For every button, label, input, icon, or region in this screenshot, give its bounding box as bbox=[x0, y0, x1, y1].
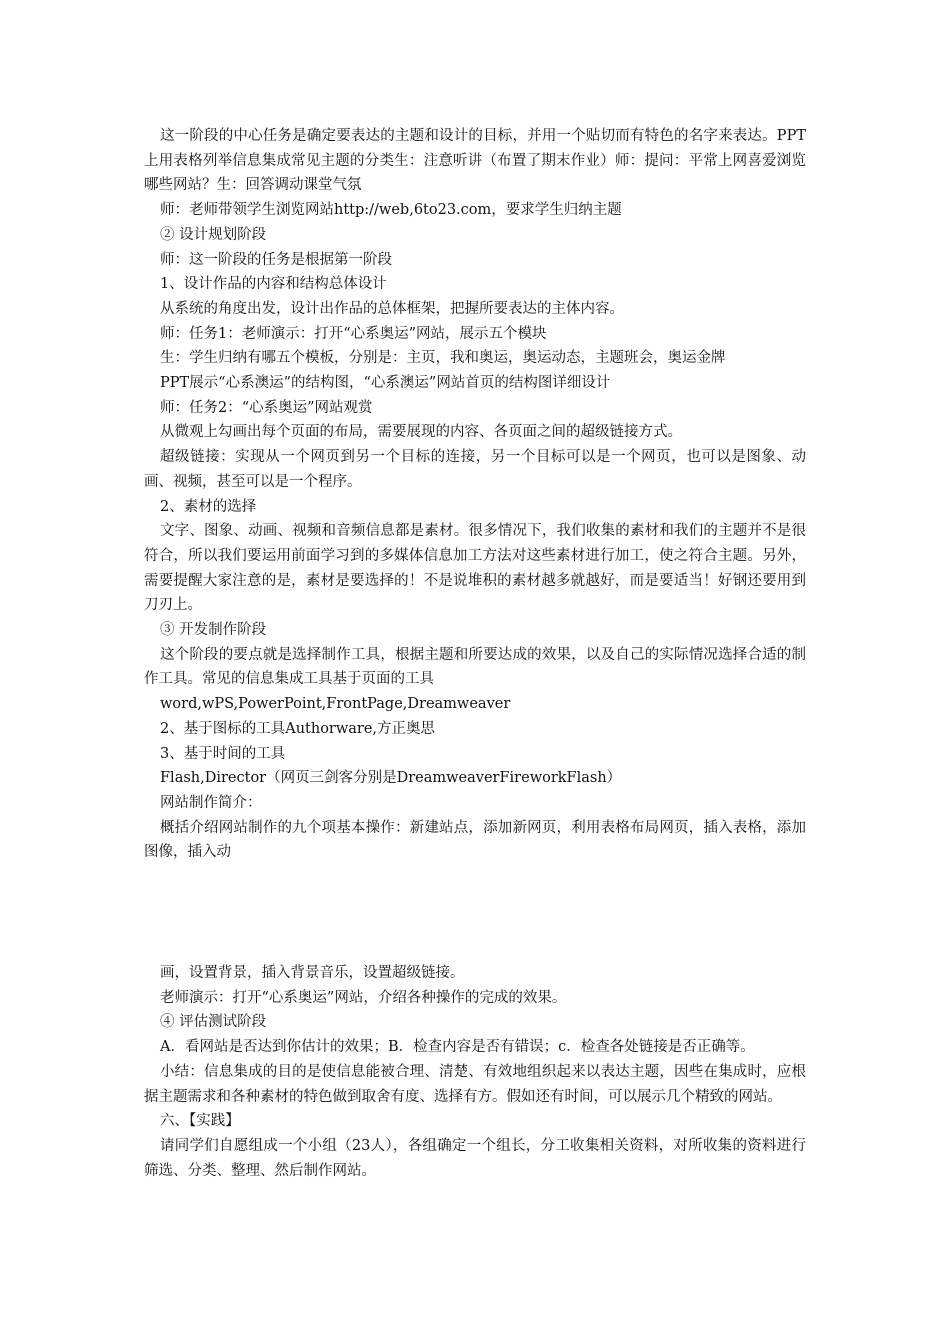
paragraph: 2、基于图标的工具Authorware,方正奥思 bbox=[160, 720, 436, 737]
subheading: 2、素材的选择 bbox=[160, 498, 257, 515]
paragraph: 文字、图象、动画、视频和音频信息都是素材。很多情况下，我们收集的素材和我们的主题并不是很符合，所以我们要运用前面学习到的多媒体信息加工方法对这些素材进行加工，使之符合主题。另外，需要提醒大家注意的是，素材是要选择的！不是说堆积的素材越多就越好，而是要适当！好钢还要用到刀刃上。 bbox=[144, 523, 806, 614]
text-block-lower bbox=[144, 961, 806, 1183]
paragraph: 超级链接：实现从一个网页到另一个目标的连接，另一个目标可以是一个网页，也可以是图象、动画、视频，甚至可以是一个程序。 bbox=[144, 449, 806, 490]
paragraph: 老师演示：打开“心系奥运”网站，介绍各种操作的完成的效果。 bbox=[160, 989, 567, 1006]
section-heading: 六、【实践】 bbox=[160, 1113, 240, 1130]
paragraph: 3、基于时间的工具 bbox=[160, 745, 286, 762]
text-block-upper bbox=[144, 124, 806, 865]
paragraph: 这一阶段的中心任务是确定要表达的主题和设计的目标，并用一个贴切而有特色的名字来表达。PPT上用表格列举信息集成常见主题的分类生：注意听讲（布置了期末作业）师：提问：平常上网喜爱浏览哪些网站？生：回答调动课堂气氛 bbox=[144, 128, 806, 194]
section-heading: ③ 开发制作阶段 bbox=[160, 622, 267, 639]
paragraph: word,wPS,PowerPoint,FrontPage,Dreamweaver bbox=[160, 696, 511, 713]
paragraph: 师：老师带领学生浏览网站http://web,6to23.com，要求学生归纳主题 bbox=[160, 202, 622, 219]
paragraph: 网站制作简介： bbox=[160, 794, 262, 811]
paragraph: 这个阶段的要点就是选择制作工具，根据主题和所要达成的效果，以及自己的实际情况选择合适的制作工具。常见的信息集成工具基于页面的工具 bbox=[144, 646, 806, 688]
paragraph: 请同学们自愿组成一个小组（23人），各组确定一个组长，分工收集相关资料，对所收集的资料进行筛选、分类、整理、然后制作网站。 bbox=[144, 1137, 806, 1179]
paragraph: A．看网站是否达到你估计的效果；B．检查内容是否有错误；c．检查各处链接是否正确等。 bbox=[160, 1039, 755, 1056]
section-heading: ② 设计规划阶段 bbox=[160, 226, 267, 243]
paragraph: 从系统的角度出发，设计出作品的总体框架，把握所要表达的主体内容。 bbox=[160, 300, 624, 317]
paragraph: 从微观上勾画出每个页面的布局，需要展现的内容、各页面之间的超级链接方式。 bbox=[160, 424, 682, 441]
section-heading: ④ 评估测试阶段 bbox=[160, 1014, 267, 1031]
paragraph: 小结：信息集成的目的是使信息能被合理、清楚、有效地组织起来以表达主题，因些在集成时，应根据主题需求和各种素材的特色做到取舍有度、选择有方。假如还有时间，可以展示几个精致的网站。 bbox=[144, 1063, 806, 1105]
paragraph: 概括介绍网站制作的九个项基本操作：新建站点，添加新网页，利用表格布局网页，插入表格，添加图像，插入动 bbox=[144, 819, 806, 861]
paragraph: Flash,Director（网页三剑客分别是DreamweaverFireworkFlash） bbox=[160, 770, 622, 787]
paragraph: PPT展示“心系澳运”的结构图，“心系澳运”网站首页的结构图详细设计 bbox=[160, 375, 611, 392]
paragraph: 生：学生归纳有哪五个模板，分别是：主页，我和奥运，奥运动态，主题班会，奥运金牌 bbox=[160, 350, 726, 367]
paragraph: 师：这一阶段的任务是根据第一阶段 bbox=[160, 251, 392, 268]
subheading: 1、设计作品的内容和结构总体设计 bbox=[160, 276, 387, 293]
paragraph: 师：任务2：“心系奥运”网站观赏 bbox=[160, 399, 373, 416]
paragraph: 师：任务1：老师演示：打开“心系奥运”网站，展示五个模块 bbox=[160, 325, 547, 342]
paragraph: 画，设置背景，插入背景音乐，设置超级链接。 bbox=[160, 965, 465, 981]
